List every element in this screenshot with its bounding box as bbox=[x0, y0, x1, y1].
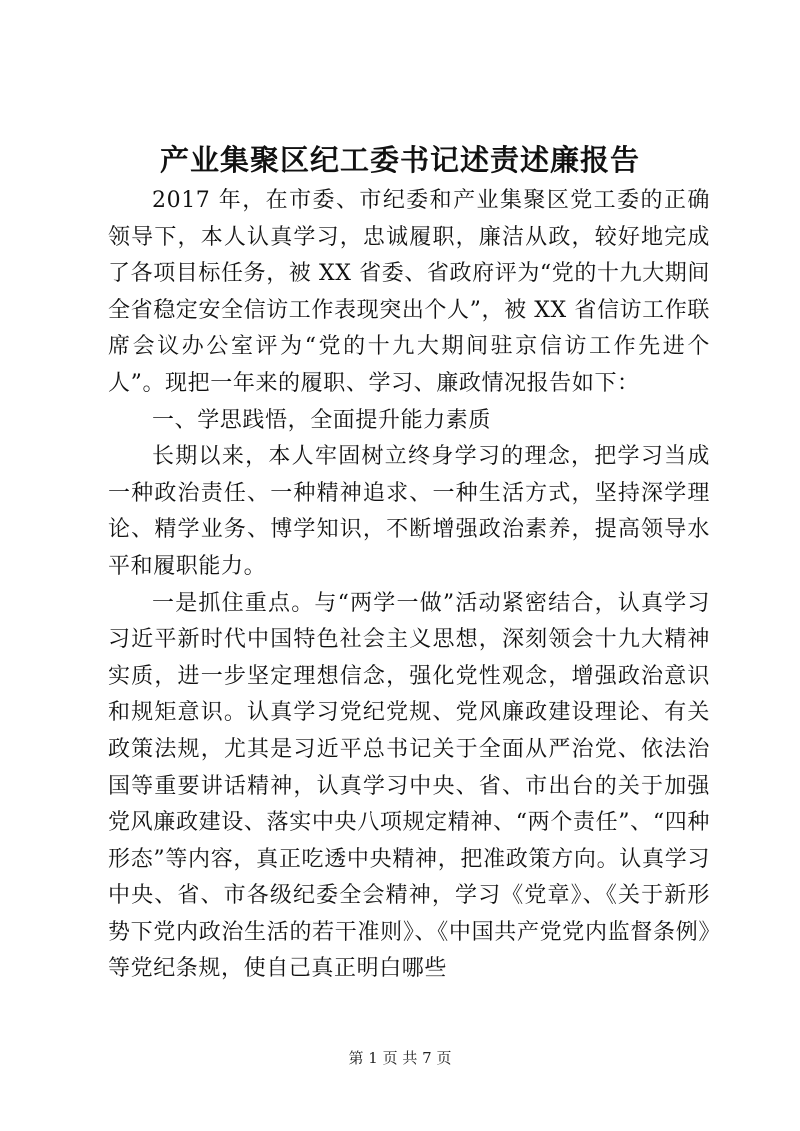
section-heading: 一、学思践悟，全面提升能力素质 bbox=[152, 407, 492, 433]
page-footer: 第 1 页 共 7 页 bbox=[348, 1049, 452, 1067]
paragraph-learning: 长期以来，本人牢固树立终身学习的理念，把学习当成一种政治责任、一种精神追求、一种生活方式，坚持深学理论、精学业务、博学知识，不断增强政治素养，提高领导水平和履职能力。 bbox=[108, 444, 710, 579]
paragraph-focus: 一是抓住重点。与“两学一做”活动紧密结合，认真学习习近平新时代中国特色社会主义思想，深刻领会十九大精神实质，进一步坚定理想信念，强化党性观念，增强政治意识和规矩意识。认真学习党纪党规、党风廉政建设理论、有关政策法规，尤其是习近平总书记关于全面从严治党、依法治国等重要讲话精神，认真学习中央、省、市出台的关于加强党风廉政建设、落实中央八项规定精神、“两个责任”、“四种形态”等内容，真正吃透中央精神，把准政策方向。认真学习中央、省、市各级纪委全会精神，学习《党章》、《关于新形势下党内政治生活的若干准则》、《中国共产党党内监督条例》等党纪条规，使自己真正明白哪些 bbox=[108, 590, 710, 982]
paragraph-intro: 2017 年，在市委、市纪委和产业集聚区党工委的正确领导下，本人认真学习，忠诚履职，廉洁从政，较好地完成了各项目标任务，被 XX 省委、省政府评为“党的十九大期间全省稳定安全信访工作表现突出个人”，被 XX 省信访工作联席会议办公室评为“党的十九大期间驻京信访工作先进个人”。现把一年来的履职、学习、廉政情况报告如下： bbox=[108, 188, 710, 396]
document-body bbox=[108, 183, 710, 988]
document-title: 产业集聚区纪工委书记述责述廉报告 bbox=[159, 143, 640, 177]
